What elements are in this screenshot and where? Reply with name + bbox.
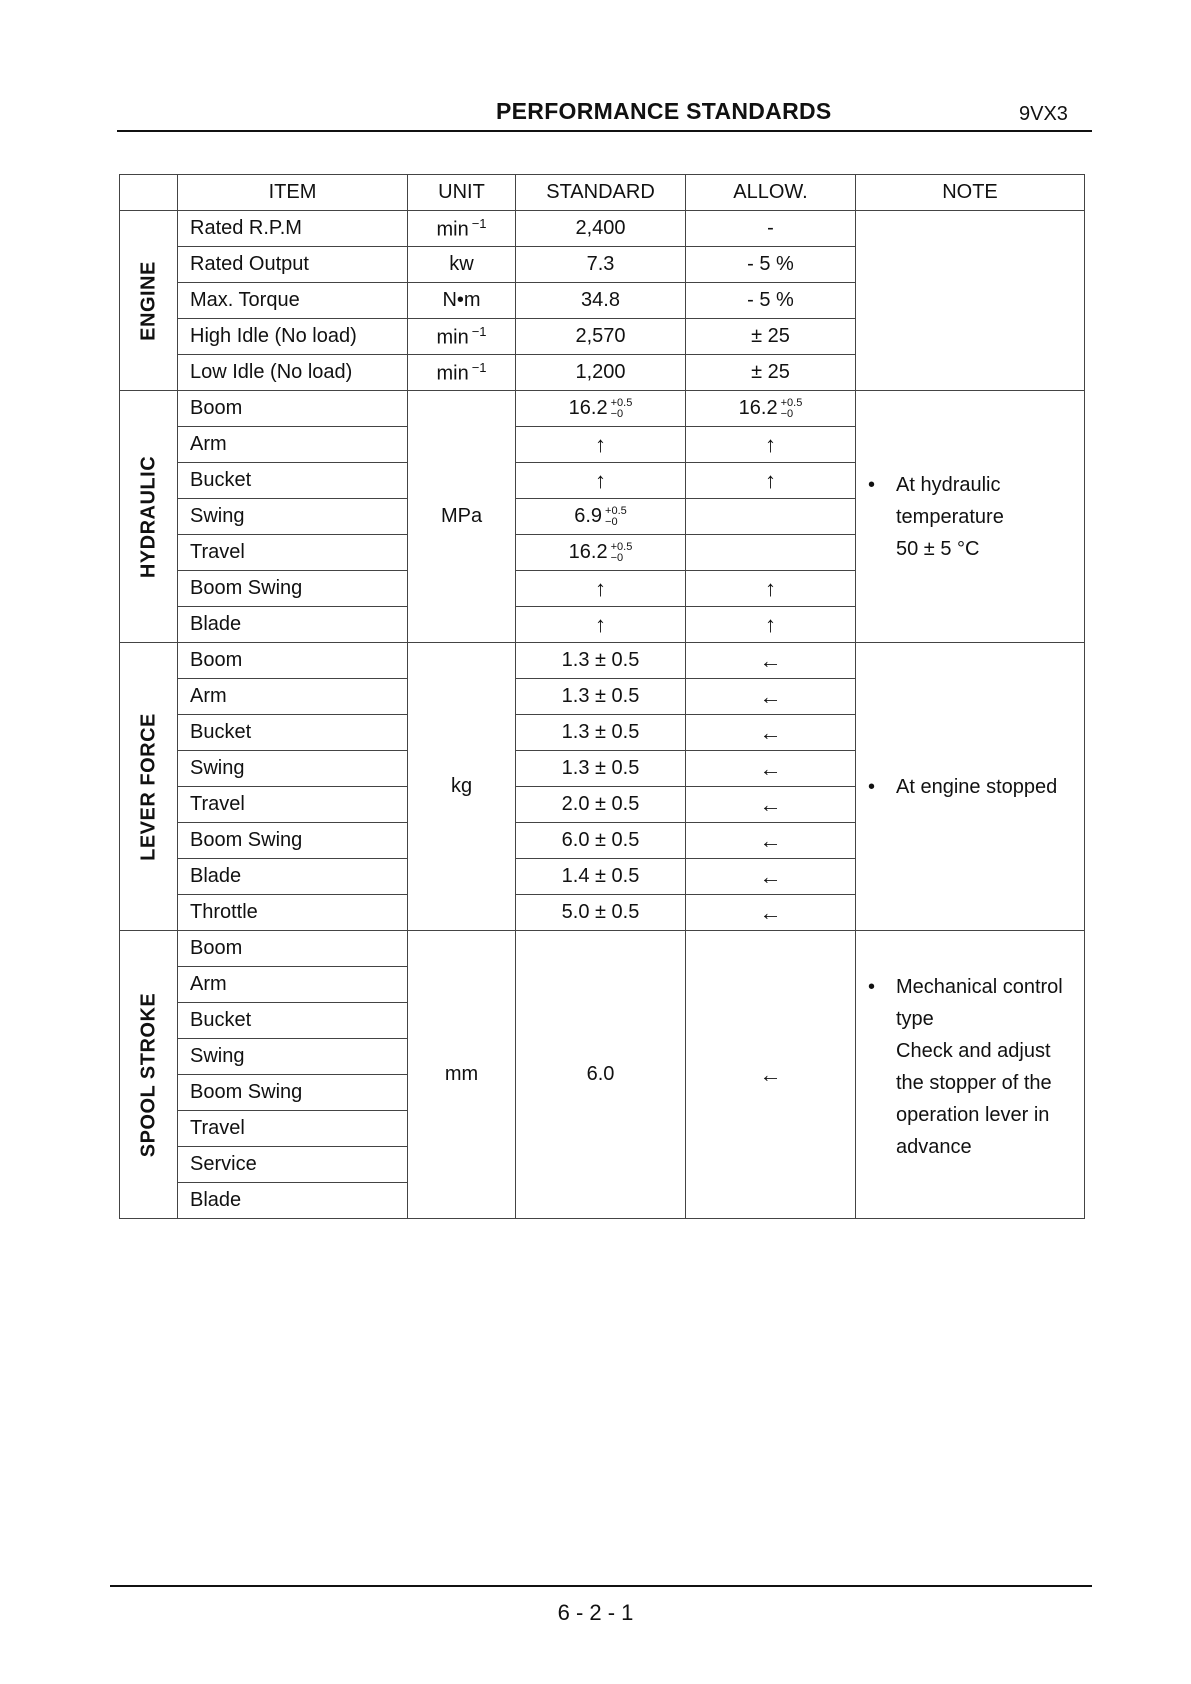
item-cell: Rated Output (178, 247, 408, 283)
note-cell-hydraulic: • At hydraulic temperature 50 ± 5 °C (856, 391, 1085, 643)
standard-cell: 16.2 +0.5 −0 (516, 391, 686, 427)
item-cell: Travel (178, 1111, 408, 1147)
item-cell: Boom Swing (178, 571, 408, 607)
same-as-left-arrow-icon: ← (686, 787, 856, 823)
item-cell: Travel (178, 535, 408, 571)
item-cell: Arm (178, 679, 408, 715)
item-cell: Swing (178, 751, 408, 787)
standard-cell: 1.3 ± 0.5 (516, 715, 686, 751)
tolerance: +0.5 −0 (780, 396, 803, 420)
same-as-left-arrow-icon: ← (686, 643, 856, 679)
item-cell: Throttle (178, 895, 408, 931)
ditto-arrow-icon: ↑ (516, 607, 686, 643)
item-cell: Blade (178, 607, 408, 643)
group-engine (120, 211, 178, 391)
unit-cell: kg (408, 643, 516, 931)
allow-cell: ± 25 (686, 319, 856, 355)
group-lever-force (120, 643, 178, 931)
unit-cell: min $^{-1}$ (408, 211, 516, 247)
standard-cell: 1.4 ± 0.5 (516, 859, 686, 895)
standard-cell: 2,570 (516, 319, 686, 355)
table-row (120, 211, 1085, 247)
standard-cell: 34.8 (516, 283, 686, 319)
same-as-left-arrow-icon: ← (686, 823, 856, 859)
bullet: • (868, 775, 876, 798)
standard-cell: 6.0 ± 0.5 (516, 823, 686, 859)
performance-standards-table (119, 174, 1085, 1219)
group-label: SPOOL STROKE (137, 992, 159, 1157)
table-row (120, 931, 1085, 967)
page-number: 6 - 2 - 1 (557, 1600, 634, 1625)
item-cell: Swing (178, 1039, 408, 1075)
column-header-note: NOTE (856, 175, 1085, 211)
unit-cell: kw (408, 247, 516, 283)
item-cell: Boom (178, 391, 408, 427)
group-label: ENGINE (137, 260, 159, 341)
standard-cell: 5.0 ± 0.5 (516, 895, 686, 931)
unit-cell: min $^{-1}$ (408, 355, 516, 391)
page-title: PERFORMANCE STANDARDS (496, 98, 832, 124)
corner-cell (120, 175, 178, 211)
allow-cell: ± 25 (686, 355, 856, 391)
standard-cell: 1.3 ± 0.5 (516, 643, 686, 679)
standard-cell: 6.0 (516, 931, 686, 1219)
ditto-arrow-icon: ↑ (516, 463, 686, 499)
same-as-left-arrow-icon: ← (686, 751, 856, 787)
allow-cell: - 5 % (686, 283, 856, 319)
item-cell: High Idle (No load) (178, 319, 408, 355)
column-header-standard: STANDARD (516, 175, 686, 211)
tolerance: +0.5 −0 (605, 504, 627, 528)
item-cell: Arm (178, 427, 408, 463)
column-header-unit: UNIT (408, 175, 516, 211)
item-cell: Bucket (178, 715, 408, 751)
allow-cell: - (686, 211, 856, 247)
same-as-left-arrow-icon: ← (686, 931, 856, 1219)
bullet: • (868, 976, 876, 998)
ditto-arrow-icon: ↑ (686, 427, 856, 463)
item-cell: Bucket (178, 463, 408, 499)
document-code: 9VX3 (1019, 103, 1068, 125)
column-header-item: ITEM (178, 175, 408, 211)
standard-cell: 16.2 +0.5 −0 (516, 535, 686, 571)
group-label: LEVER FORCE (137, 712, 159, 861)
table-row (120, 391, 1085, 427)
item-cell: Bucket (178, 1003, 408, 1039)
table-header-row (120, 175, 1085, 211)
standard-cell: 2.0 ± 0.5 (516, 787, 686, 823)
item-cell: Travel (178, 787, 408, 823)
allow-cell (686, 499, 856, 535)
standard-cell: 7.3 (516, 247, 686, 283)
note-cell-lever-force: • At engine stopped (856, 643, 1085, 931)
unit-cell: N•m (408, 283, 516, 319)
allow-cell (686, 535, 856, 571)
item-cell: Boom (178, 931, 408, 967)
group-label: HYDRAULIC (137, 455, 159, 578)
same-as-left-arrow-icon: ← (686, 715, 856, 751)
item-cell: Boom (178, 643, 408, 679)
tolerance: +0.5 −0 (610, 540, 633, 564)
ditto-arrow-icon: ↑ (516, 427, 686, 463)
item-cell: Rated R.P.M (178, 211, 408, 247)
unit-cell: mm (408, 931, 516, 1219)
standard-cell: 1.3 ± 0.5 (516, 679, 686, 715)
unit-cell: MPa (408, 391, 516, 643)
ditto-arrow-icon: ↑ (686, 571, 856, 607)
note-cell-spool-stroke: • Mechanical control type Check and adjust the stopper of the operation lever in advance (856, 931, 1085, 1219)
item-cell: Max. Torque (178, 283, 408, 319)
same-as-left-arrow-icon: ← (686, 859, 856, 895)
header-divider (117, 130, 1092, 132)
item-cell: Swing (178, 499, 408, 535)
footer-divider (110, 1585, 1092, 1587)
item-cell: Blade (178, 1183, 408, 1219)
standard-cell: 6.9 +0.5 −0 (516, 499, 686, 535)
note-cell-engine (856, 211, 1085, 391)
standard-cell: 1,200 (516, 355, 686, 391)
column-header-allow: ALLOW. (686, 175, 856, 211)
tolerance: +0.5 −0 (610, 396, 633, 420)
allow-cell: - 5 % (686, 247, 856, 283)
standard-cell: 1.3 ± 0.5 (516, 751, 686, 787)
ditto-arrow-icon: ↑ (516, 571, 686, 607)
same-as-left-arrow-icon: ← (686, 679, 856, 715)
item-cell: Blade (178, 859, 408, 895)
allow-cell: 16.2 +0.5 −0 (686, 391, 856, 427)
standard-cell: 2,400 (516, 211, 686, 247)
item-cell: Low Idle (No load) (178, 355, 408, 391)
bullet: • (868, 473, 876, 496)
table-row (120, 643, 1085, 679)
item-cell: Arm (178, 967, 408, 1003)
same-as-left-arrow-icon: ← (686, 895, 856, 931)
ditto-arrow-icon: ↑ (686, 607, 856, 643)
item-cell: Boom Swing (178, 823, 408, 859)
item-cell: Service (178, 1147, 408, 1183)
group-spool-stroke (120, 931, 178, 1219)
item-cell: Boom Swing (178, 1075, 408, 1111)
unit-cell: min $^{-1}$ (408, 319, 516, 355)
group-hydraulic (120, 391, 178, 643)
ditto-arrow-icon: ↑ (686, 463, 856, 499)
